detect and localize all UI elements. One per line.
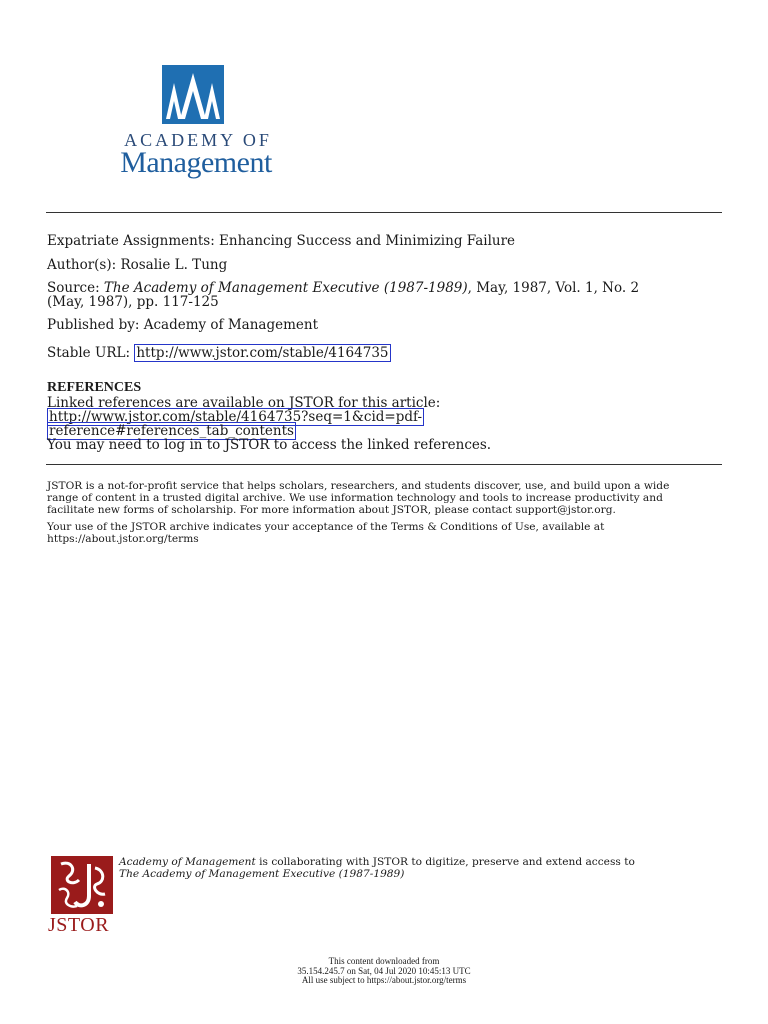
collaboration-org: Academy of Management xyxy=(119,856,256,868)
footer-line: 35.154.245.7 on Sat, 04 Jul 2020 10:45:13 UTC xyxy=(297,965,471,976)
jstor-notice-paragraph-1 xyxy=(47,480,727,516)
source-journal: The Academy of Management Executive (1987-1989) xyxy=(103,280,468,296)
publisher-name: Academy of Management xyxy=(143,317,318,333)
footer-line: All use subject to https://about.jstor.org/terms xyxy=(301,975,467,985)
download-footer xyxy=(200,957,568,986)
jstor-notice-paragraph-2 xyxy=(47,521,727,545)
collaboration-text: is collaborating with JSTOR to digitize, preserve and extend access to xyxy=(255,856,635,868)
published-label: Published by: xyxy=(47,317,140,333)
references-login-note: You may need to log in to JSTOR to access the linked references. xyxy=(47,437,492,453)
notice-line: facilitate new forms of scholarship. For more information about JSTOR, please contact support@jstor.org. xyxy=(47,504,616,516)
notice-line: range of content in a trusted digital archive. We use information technology and tools to increase productivity and xyxy=(47,492,663,504)
references-link-part-2[interactable]: reference#references_tab_contents xyxy=(49,423,294,439)
references-link-part-1[interactable]: http://www.jstor.com/stable/4164735?seq=1&cid=pdf- xyxy=(49,409,423,425)
article-title: Expatriate Assignments: Enhancing Success and Minimizing Failure xyxy=(47,233,516,249)
notice-line: Your use of the JSTOR archive indicates your acceptance of the Terms & Conditions of Use, available at xyxy=(47,521,605,533)
source-pages: (May, 1987), pp. 117-125 xyxy=(47,294,219,310)
middle-divider xyxy=(46,464,722,465)
jstor-wordmark: JSTOR xyxy=(48,914,110,936)
terms-url[interactable]: https://about.jstor.org/terms xyxy=(47,533,199,545)
source-issue: , May, 1987, Vol. 1, No. 2 xyxy=(467,280,640,296)
notice-line: JSTOR is a not-for-profit service that helps scholars, researchers, and students discover, use, and build upon a wide xyxy=(47,480,670,492)
references-heading: REFERENCES xyxy=(47,380,142,395)
academy-of-management-logo-icon xyxy=(162,65,224,124)
footer-line: This content downloaded from xyxy=(328,956,440,966)
jstor-logo-icon xyxy=(51,856,113,914)
authors-value: Rosalie L. Tung xyxy=(120,257,228,273)
stable-url-line xyxy=(47,345,727,361)
stable-url-link[interactable]: http://www.jstor.com/stable/4164735 xyxy=(136,345,389,361)
collaboration-line-2 xyxy=(119,868,719,880)
logo-text-academy-of: ACADEMY OF xyxy=(124,130,272,150)
authors-label: Author(s): xyxy=(47,257,117,273)
top-divider xyxy=(46,212,722,213)
collaboration-line-1 xyxy=(119,856,719,868)
published-by-line xyxy=(47,317,727,333)
authors-line xyxy=(47,257,727,273)
collaboration-notice xyxy=(119,856,719,880)
collaboration-journal: The Academy of Management Executive (1987-1989) xyxy=(119,868,405,880)
logo-text-management: Management xyxy=(120,146,272,179)
stable-url-label: Stable URL: xyxy=(47,345,131,361)
references-intro: Linked references are available on JSTOR for this article: xyxy=(47,395,441,411)
source-label: Source: xyxy=(47,280,100,296)
